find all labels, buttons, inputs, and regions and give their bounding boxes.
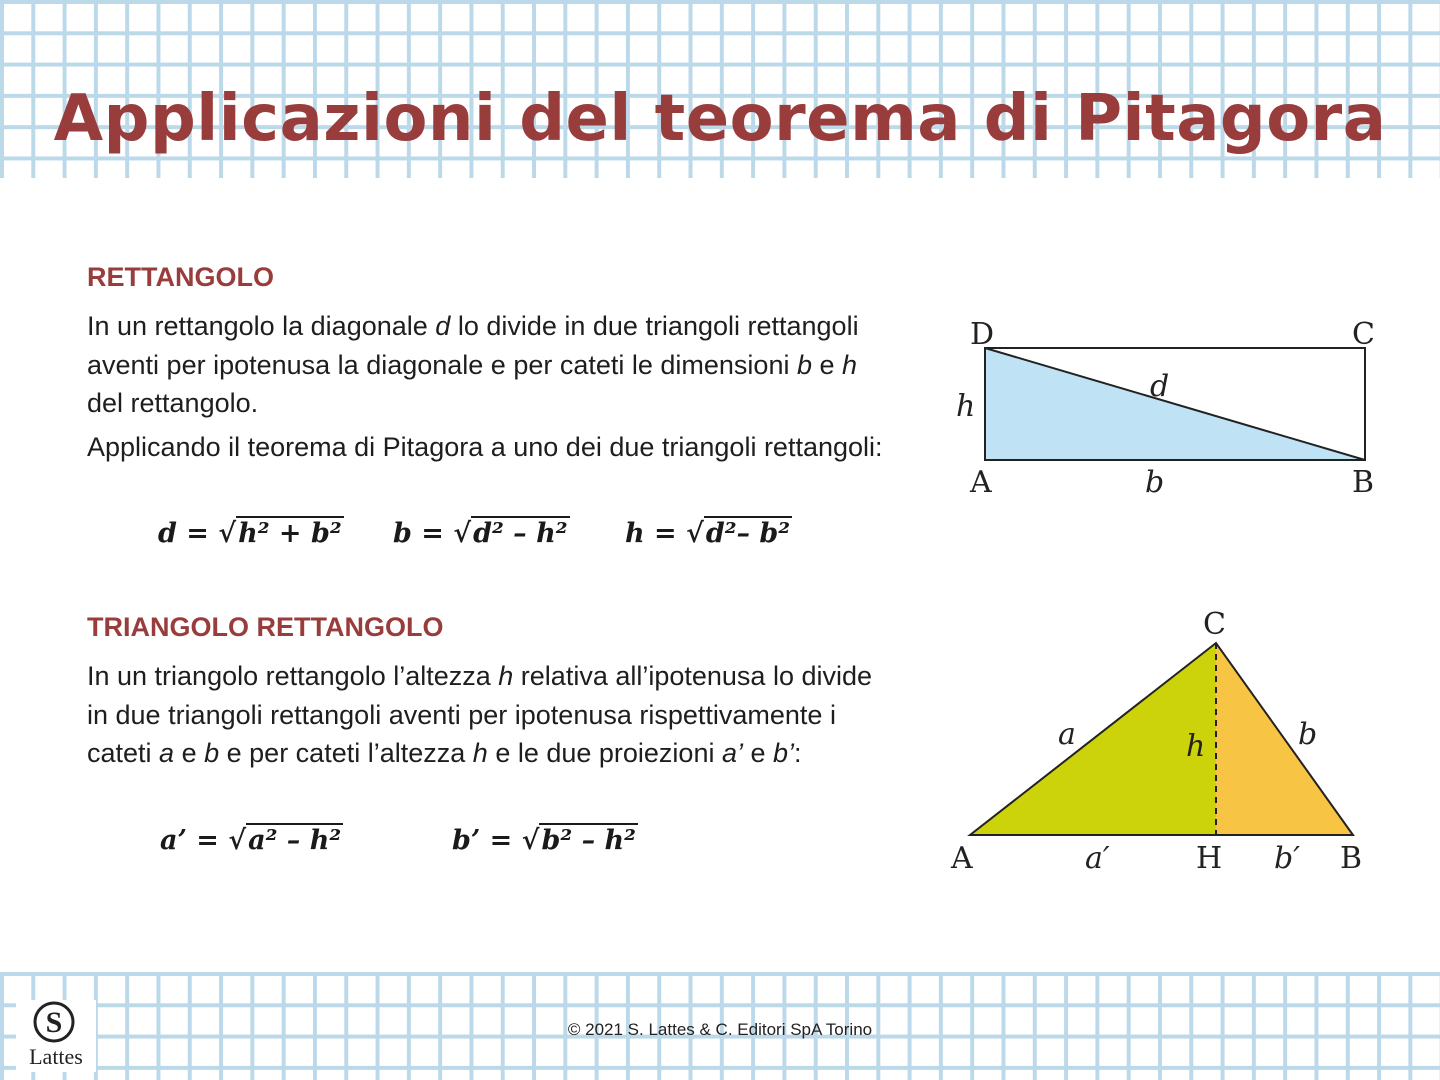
footer-copyright: © 2021 S. Lattes & C. Editori SpA Torino [567,1020,873,1039]
label-h: h [956,389,976,424]
label-d: d [1150,369,1170,404]
page-title: Applicazioni del teorema di Pitagora [53,82,1387,156]
rectangle-paragraph: In un rettangolo la diagonale d lo divide in due triangoli rettangoli aventi per ipotenusa la diagonale e per cateti le dimensioni b e h del rettangolo. [87,311,859,418]
label-b: b [1298,717,1318,752]
label-b: b [1145,465,1165,500]
triangle-paragraph: In un triangolo rettangolo l’altezza h relativa all’ipotenusa lo divide in due triangoli rettangoli aventi per ipotenusa rispettivamente i cateti a e b e per cateti l’altezza h e le due proiezioni a’ e b’: [87,661,873,768]
label-B: B [1352,465,1375,500]
label-A: A [970,465,992,500]
formula-h: h = √d²– b² [625,518,791,549]
label-b-prime: b′ [1274,841,1301,876]
formula-a-prime: a’ = √a² – h² [160,825,342,856]
formula-d: d = √h² + b² [158,518,342,549]
label-A: A [951,841,973,876]
label-H: H [1196,841,1223,876]
lattes-logo [16,1000,96,1072]
label-a-prime: a′ [1085,841,1110,876]
label-a: a [1058,717,1076,752]
label-D: D [970,317,995,352]
label-C: C [1352,317,1375,352]
label-C: C [1203,607,1226,642]
rectangle-heading: RETTANGOLO [87,262,274,292]
formula-b: b = √d² – h² [393,518,568,549]
right-triangle-figure [940,600,1400,890]
rectangle-figure [940,310,1400,510]
logo-text: Lattes [29,1044,83,1069]
formula-b-prime: b’ = √b² – h² [452,825,636,856]
label-h: h [1186,729,1206,764]
svg-text:S: S [45,1006,63,1039]
label-B: B [1340,841,1363,876]
triangle-heading: TRIANGOLO RETTANGOLO [87,612,444,642]
rectangle-paragraph-2: Applicando il teorema di Pitagora a uno dei due triangoli rettangoli: [87,432,883,462]
lattes-logo-icon [16,1000,96,1046]
